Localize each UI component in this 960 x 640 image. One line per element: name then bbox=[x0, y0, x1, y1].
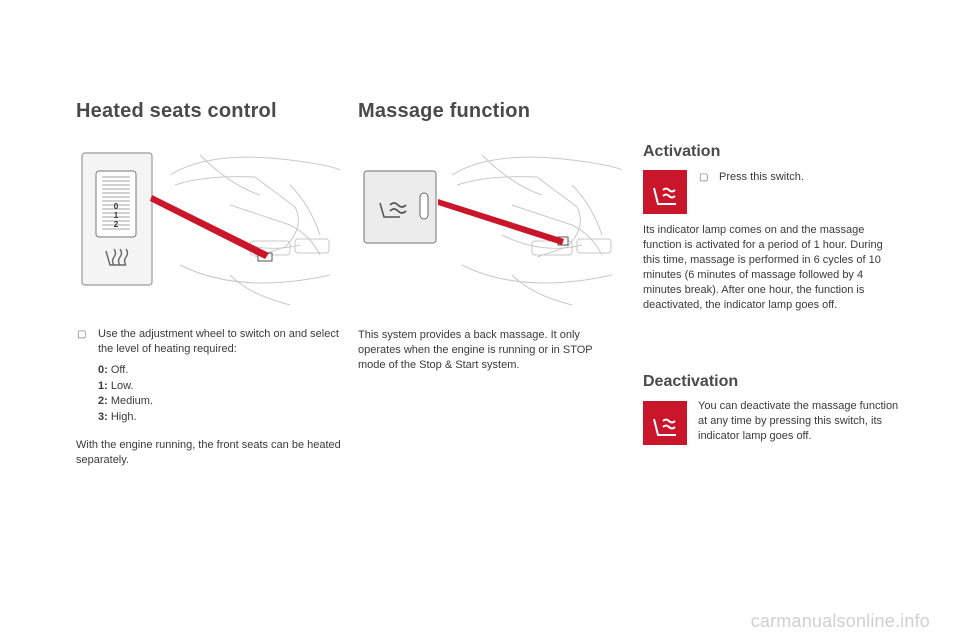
level-3: 3: High. bbox=[98, 410, 137, 423]
level-0: 0: Off. bbox=[98, 364, 129, 376]
wheel-digit: 0 bbox=[113, 202, 119, 211]
activation-title: Activation bbox=[643, 143, 721, 160]
massage-switch-icon bbox=[643, 401, 687, 445]
bullet-marker: ▢ bbox=[699, 172, 709, 183]
bullet-marker: ▢ bbox=[77, 329, 87, 340]
level-2: 2: Medium. bbox=[98, 395, 154, 407]
watermark: carmanualsonline.info bbox=[750, 611, 930, 631]
massage-title: Massage function bbox=[358, 100, 531, 122]
deactivation-title: Deactivation bbox=[643, 373, 739, 390]
heated-instruction: Use the adjustment wheel to switch on and select the level of heating required: bbox=[98, 328, 339, 355]
heated-footer: With the engine running, the front seats can be heated separately. bbox=[76, 439, 341, 466]
activation-body: Its indicator lamp comes on and the massage function is activated for a period of 1 hour. During this time, massage is performed in 6 cycles of 10 minutes (6 minutes of massage followed by 4 minutes break). After one hour, the function is deactivated, the indicator lamp goes off. bbox=[643, 224, 883, 311]
massage-switch-icon bbox=[643, 170, 687, 214]
massage-intro: This system provides a back massage. It only operates when the engine is running or in STOP mode of the Stop & Start system. bbox=[358, 329, 593, 371]
deactivation-body: You can deactivate the massage function at any time by pressing this switch, its indicator lamp goes off. bbox=[698, 400, 899, 442]
massage-seat-illustration bbox=[362, 145, 622, 320]
heated-seat-illustration bbox=[80, 145, 340, 320]
level-1: 1: Low. bbox=[98, 379, 134, 392]
heated-seats-title: Heated seats control bbox=[76, 100, 277, 122]
wheel-digit: 1 bbox=[113, 211, 119, 220]
activation-instruction: Press this switch. bbox=[719, 171, 804, 183]
heating-levels bbox=[98, 363, 153, 425]
wheel-digit: 2 bbox=[113, 220, 119, 229]
